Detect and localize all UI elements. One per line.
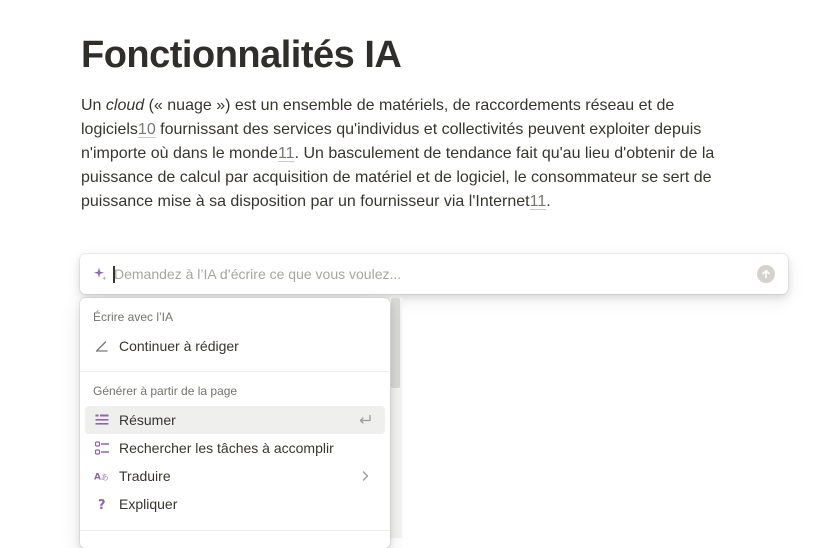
ai-prompt-input[interactable] (114, 262, 744, 286)
section-label-write: Écrire avec l’IA (93, 310, 174, 324)
menu-divider (80, 530, 390, 531)
menu-item-label: Traduire (119, 468, 171, 484)
menu-item-translate[interactable] (85, 462, 385, 490)
arrow-up-icon (761, 269, 771, 279)
send-button[interactable] (757, 265, 775, 283)
enter-icon (357, 412, 373, 428)
svg-text:あ: あ (100, 473, 109, 482)
menu-item-label: Continuer à rédiger (119, 338, 239, 354)
svg-text:?: ? (98, 498, 106, 512)
checklist-icon (94, 440, 110, 456)
menu-item-label: Rechercher les tâches à accomplir (119, 440, 334, 456)
paragraph-text: (« nuage ») est un ensemble de matériels, de raccordements réseau et de logiciels (81, 97, 675, 138)
svg-text:A: A (94, 472, 101, 483)
menu-item-continue-writing[interactable] (85, 332, 385, 360)
menu-item-explain[interactable] (85, 490, 385, 518)
ai-prompt-bar[interactable] (80, 254, 788, 294)
summary-lines-icon (94, 412, 110, 428)
paragraph-emphasis: cloud (105, 97, 145, 114)
menu-item-find-tasks[interactable] (85, 434, 385, 462)
menu-item-summarize[interactable] (85, 406, 385, 434)
footnote-ref[interactable]: 11 (277, 145, 295, 162)
page-title: Fonctionnalités IA (81, 34, 402, 76)
ai-suggestions-menu (80, 298, 390, 548)
pen-icon (94, 338, 110, 354)
menu-item-label: Expliquer (119, 496, 178, 512)
translate-icon (94, 468, 110, 484)
menu-item-label: Résumer (119, 412, 176, 428)
paragraph-text: fournissant des services qu'individus et collectivités peuvent exploiter depuis n'importe où dans le monde (81, 121, 702, 162)
paragraph-text: Un (81, 97, 106, 114)
paragraph-text: . (546, 193, 551, 210)
menu-scrollbar-thumb[interactable] (391, 298, 400, 388)
section-label-generate: Générer à partir de la page (93, 384, 238, 398)
body-paragraph (81, 94, 751, 214)
chevron-right-icon (357, 468, 373, 484)
menu-divider (80, 371, 390, 372)
paragraph-text: . Un basculement de tendance fait qu'au lieu d'obtenir de la puissance de calcul par acquisition de matériel et de logiciel, le consommateur se sert de puissance mise à sa disposition par un fournisseur via l'Internet (81, 145, 715, 210)
sparkle-icon (92, 266, 108, 282)
question-mark-icon (94, 496, 110, 512)
footnote-ref[interactable]: 10 (137, 121, 156, 138)
footnote-ref[interactable]: 11 (529, 193, 547, 210)
